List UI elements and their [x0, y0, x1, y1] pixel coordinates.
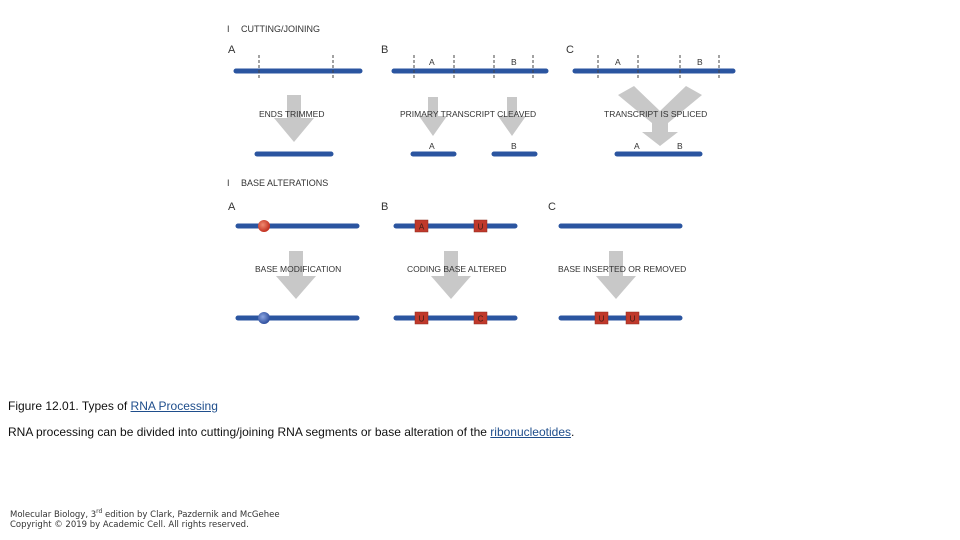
cut-c-out-a-label: A — [634, 141, 640, 151]
figure-caption-title — [8, 399, 218, 413]
cut-a-step-label: ENDS TRIMMED — [259, 109, 325, 119]
cut-b-precursor-rna — [394, 55, 546, 80]
down-arrow-icon — [431, 251, 471, 299]
base-b-in-2: U — [477, 222, 484, 232]
modified-base-icon — [258, 312, 270, 324]
cut-c-segment-a-label: A — [615, 57, 621, 67]
base-a-step-label: BASE MODIFICATION — [255, 264, 342, 274]
section-heading-base: BASE ALTERATIONS — [241, 178, 329, 188]
base-c-out-2: U — [629, 314, 636, 324]
caption-desc-suffix: . — [571, 425, 575, 439]
ribonucleotides-link[interactable]: ribonucleotides — [490, 425, 571, 439]
base-b-out-1: U — [418, 314, 425, 324]
panel-letter-base-c: C — [548, 201, 556, 213]
cut-c-segment-b-label: B — [697, 57, 703, 67]
section-numeral-cutting: I — [227, 24, 230, 34]
cut-c-precursor-rna — [575, 55, 733, 80]
caption-title-text: Figure 12.01. Types of — [8, 399, 131, 413]
base-b-step-label: CODING BASE ALTERED — [407, 264, 507, 274]
cut-a-precursor-rna — [236, 55, 360, 80]
modified-base-icon — [258, 220, 270, 232]
section-numeral-base: I — [227, 178, 230, 188]
credit-title: Molecular Biology, 3 — [10, 509, 97, 520]
base-c-out-1: U — [598, 314, 605, 324]
rna-processing-link[interactable]: RNA Processing — [130, 399, 218, 413]
cut-b-segment-b-label: B — [511, 57, 517, 67]
cut-c-out-b-label: B — [677, 141, 683, 151]
panel-letter-cut-b: B — [381, 44, 389, 56]
caption-desc-text: RNA processing can be divided into cutting/joining RNA segments or base alteration of the — [8, 425, 491, 439]
cut-c-step-label: TRANSCRIPT IS SPLICED — [604, 109, 708, 119]
cut-b-out-a-label: A — [429, 141, 435, 151]
panel-letter-base-b: B — [381, 201, 389, 213]
base-b-in-1: A — [418, 222, 425, 232]
down-arrow-icon — [276, 251, 316, 299]
section-heading-cutting: CUTTING/JOINING — [241, 24, 320, 34]
panel-letter-cut-a: A — [228, 44, 236, 56]
panel-letter-cut-c: C — [566, 44, 574, 56]
cut-b-out-b-label: B — [511, 141, 517, 151]
cut-b-segment-a-label: A — [429, 57, 435, 67]
figure-caption-description — [8, 425, 574, 439]
cut-b-step-label: PRIMARY TRANSCRIPT CLEAVED — [400, 109, 537, 119]
panel-letter-base-a: A — [228, 201, 236, 213]
credit-edition-sup: rd — [96, 508, 103, 515]
credit-authors: edition by Clark, Pazdernik and McGehee — [102, 509, 280, 520]
down-arrow-icon — [596, 251, 636, 299]
base-c-step-label: BASE INSERTED OR REMOVED — [558, 264, 687, 274]
copyright-line: Copyright © 2019 by Academic Cell. All rights reserved. — [10, 520, 249, 530]
book-credit-line — [10, 508, 280, 520]
base-b-out-2: C — [477, 314, 484, 324]
